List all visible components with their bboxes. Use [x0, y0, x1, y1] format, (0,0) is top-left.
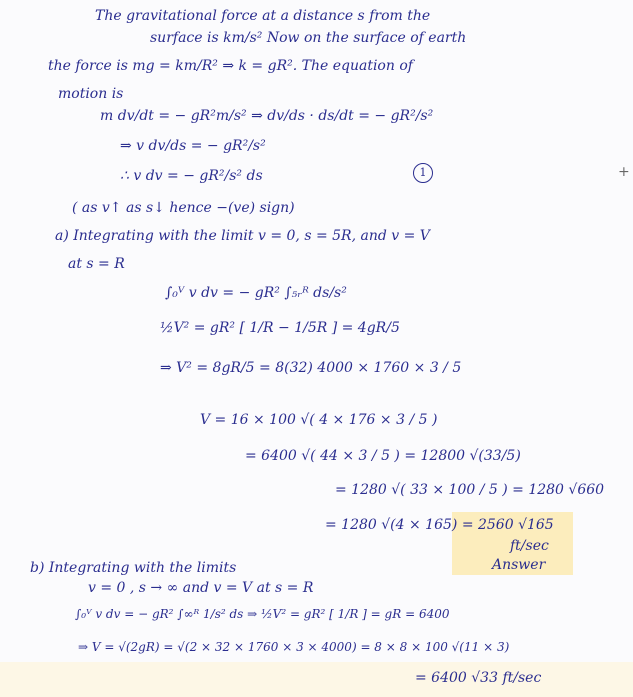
part-a-integral: ∫₀ⱽ v dv = − gR² ∫₅ᵣᴿ ds/s²	[165, 285, 347, 301]
text-line-3: the force is mg = km/R² ⇒ k = gR². The equation of	[48, 58, 413, 74]
part-b-integral: ∫₀ⱽ v dv = − gR² ∫∞ᴿ 1/s² ds ⇒ ½V² = gR² [ 1/R ] = gR = 6400	[75, 607, 450, 621]
equation-label-1: 1	[413, 163, 433, 183]
margin-mark: +	[618, 164, 630, 180]
part-b-step-1: ⇒ V = √(2gR) = √(2 × 32 × 1760 × 3 × 4000) = 8 × 8 × 100 √(11 × 3)	[78, 640, 510, 654]
equation-step-2: ∴ v dv = − gR²/s² ds	[120, 168, 263, 184]
text-line-2: surface is km/s² Now on the surface of earth	[150, 30, 467, 46]
part-a-step-1: ½V² = gR² [ 1/R − 1/5R ] = 4gR/5	[160, 320, 400, 336]
sign-note: ( as v↑ as s↓ hence −(ve) sign)	[72, 200, 295, 216]
equation-of-motion: m dv/dt = − gR²m/s² ⇒ dv/ds · ds/dt = − gR²/s²	[100, 108, 434, 124]
part-a-heading: a) Integrating with the limit v = 0, s = 5R, and v = V	[55, 228, 430, 244]
text-line-4: motion is	[58, 86, 124, 102]
part-a-step-2: ⇒ V² = 8gR/5 = 8(32) 4000 × 1760 × 3 / 5	[160, 360, 462, 376]
text-line-1: The gravitational force at a distance s from the	[95, 8, 431, 24]
answer-label: Answer	[492, 557, 546, 573]
part-a-step-4: = 6400 √( 44 × 3 / 5 ) = 12800 √(33/5)	[245, 448, 521, 464]
part-b-heading: b) Integrating with the limits	[30, 560, 237, 576]
part-a-step-5: = 1280 √( 33 × 100 / 5 ) = 1280 √660	[335, 482, 605, 498]
part-a-step-6: = 1280 √(4 × 165) = 2560 √165	[325, 517, 554, 533]
part-a-limit: at s = R	[68, 256, 125, 272]
part-b-final-answer: = 6400 √33 ft/sec	[415, 670, 542, 686]
part-b-limits: v = 0 , s → ∞ and v = V at s = R	[88, 580, 314, 596]
part-a-step-3: V = 16 × 100 √( 4 × 176 × 3 / 5 )	[200, 412, 438, 428]
equation-step-1: ⇒ v dv/ds = − gR²/s²	[120, 138, 266, 154]
part-a-unit: ft/sec	[510, 538, 549, 554]
